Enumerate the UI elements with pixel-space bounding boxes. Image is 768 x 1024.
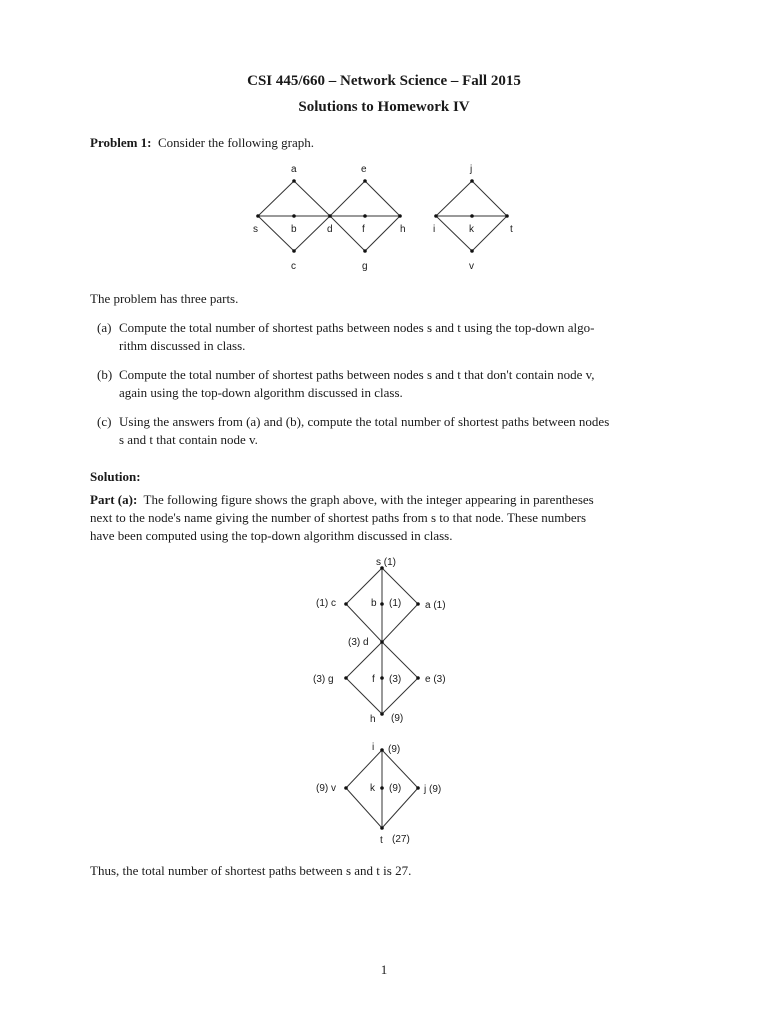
part-c-question	[97, 413, 680, 449]
problem-label: Problem 1:	[90, 135, 152, 150]
graph1-node-g	[363, 249, 367, 253]
part-a-conclusion: Thus, the total number of shortest paths between s and t is 27.	[90, 863, 412, 878]
graph1-node-a	[292, 179, 296, 183]
graph2-label-c: (1) c	[316, 598, 336, 609]
graph2-node-g	[344, 676, 348, 680]
graph1-label-c: c	[291, 261, 296, 272]
graph1-node-j	[470, 179, 474, 183]
part-b-tag: (b)	[97, 367, 113, 382]
graph2-label-b: b	[371, 598, 377, 609]
graph2-node-b	[380, 602, 384, 606]
graph1-node-e	[363, 179, 367, 183]
graph2-label-i: i	[372, 742, 375, 753]
graph1-label-h: h	[400, 224, 406, 235]
graph2-label-h-count: (9)	[391, 713, 404, 724]
graph2-label-k-count: (9)	[389, 783, 402, 794]
graph2-label-t: t	[380, 835, 383, 846]
page-number: 1	[380, 962, 388, 977]
graph2-label-g: (3) g	[313, 674, 334, 685]
part-a-solution-line3: have been computed using the top-down algorithm discussed in class.	[90, 528, 453, 543]
graph1-label-b: b	[291, 224, 297, 235]
graph2-label-i-count: (9)	[388, 744, 401, 755]
graph2-label-a: a (1)	[425, 600, 446, 611]
part-c-line1: Using the answers from (a) and (b), compute the total number of shortest paths between nodes	[119, 414, 610, 429]
part-a-solution-line2: next to the node's name giving the number of shortest paths from s to that node. These numbers	[90, 510, 587, 525]
graph2-label-h: h	[370, 714, 376, 725]
part-b-line2: again using the top-down algorithm discussed in class.	[119, 385, 403, 400]
graph2-label-e: e (3)	[425, 674, 446, 685]
graph1-node-k	[470, 214, 474, 218]
graph2-node-c	[344, 602, 348, 606]
parts-intro: The problem has three parts.	[90, 291, 239, 306]
graph1-label-f: f	[362, 224, 365, 235]
graph1-label-s: s	[253, 224, 258, 235]
part-a-solution-line1: The following figure shows the graph above, with the integer appearing in parentheses	[143, 492, 594, 507]
graph2-node-d	[380, 640, 384, 644]
graph2-node-i	[380, 748, 384, 752]
part-a-line2: rithm discussed in class.	[119, 338, 246, 353]
graph1-node-h	[398, 214, 402, 218]
graph1-node-v	[470, 249, 474, 253]
part-a-line1: Compute the total number of shortest paths between nodes s and t using the top-down algo-	[119, 320, 595, 335]
graph1-labels	[253, 164, 513, 272]
graph1-node-f	[363, 214, 367, 218]
part-a-solution-label: Part (a):	[90, 492, 138, 507]
solution-heading: Solution:	[90, 469, 141, 484]
problem-statement	[90, 134, 680, 152]
graph1-label-t: t	[510, 224, 513, 235]
part-a-solution	[90, 491, 680, 545]
graph2-label-t-count: (27)	[392, 834, 410, 845]
graph1-label-g: g	[362, 261, 368, 272]
graph1-node-t	[505, 214, 509, 218]
part-a-tag: (a)	[97, 320, 112, 335]
graph2-node-t	[380, 826, 384, 830]
graph2-label-k: k	[370, 783, 375, 794]
graph1-node-b	[292, 214, 296, 218]
graph2-label-f-count: (3)	[389, 674, 402, 685]
graph1-label-j: j	[470, 164, 473, 175]
part-b-question	[97, 366, 680, 402]
graph2-label-b-count: (1)	[389, 598, 402, 609]
graph-figure-2	[300, 552, 470, 852]
graph1-label-e: e	[361, 164, 367, 175]
graph2-node-h	[380, 712, 384, 716]
graph2-node-e	[416, 676, 420, 680]
graph1-node-c	[292, 249, 296, 253]
graph2-label-j: j (9)	[424, 784, 442, 795]
graph2-node-f	[380, 676, 384, 680]
graph2-label-s: s (1)	[376, 557, 396, 568]
document-subtitle: Solutions to Homework IV	[298, 99, 470, 115]
problem-intro: Consider the following graph.	[158, 135, 314, 150]
graph2-node-j	[416, 786, 420, 790]
graph2-label-v: (9) v	[316, 783, 336, 794]
graph1-label-v: v	[469, 261, 474, 272]
graph2-node-k	[380, 786, 384, 790]
graph1-label-d: d	[327, 224, 333, 235]
graph1-label-i: i	[433, 224, 436, 235]
graph1-node-s	[256, 214, 260, 218]
document-title: CSI 445/660 – Network Science – Fall 2015	[247, 73, 521, 89]
part-a-question	[97, 319, 680, 355]
part-b-line1: Compute the total number of shortest paths between nodes s and t that don't contain node v,	[119, 367, 595, 382]
graph1-node-i	[434, 214, 438, 218]
graph2-node-a	[416, 602, 420, 606]
graph2-label-d: (3) d	[348, 637, 369, 648]
part-c-tag: (c)	[97, 414, 112, 429]
graph-figure-1	[240, 155, 530, 275]
graph1-label-k: k	[469, 224, 474, 235]
graph2-node-v	[344, 786, 348, 790]
graph2-label-f: f	[372, 674, 375, 685]
part-c-line2: s and t that contain node v.	[119, 432, 258, 447]
graph1-label-a: a	[291, 164, 297, 175]
graph2-labels	[313, 557, 446, 846]
graph1-node-d	[328, 214, 332, 218]
